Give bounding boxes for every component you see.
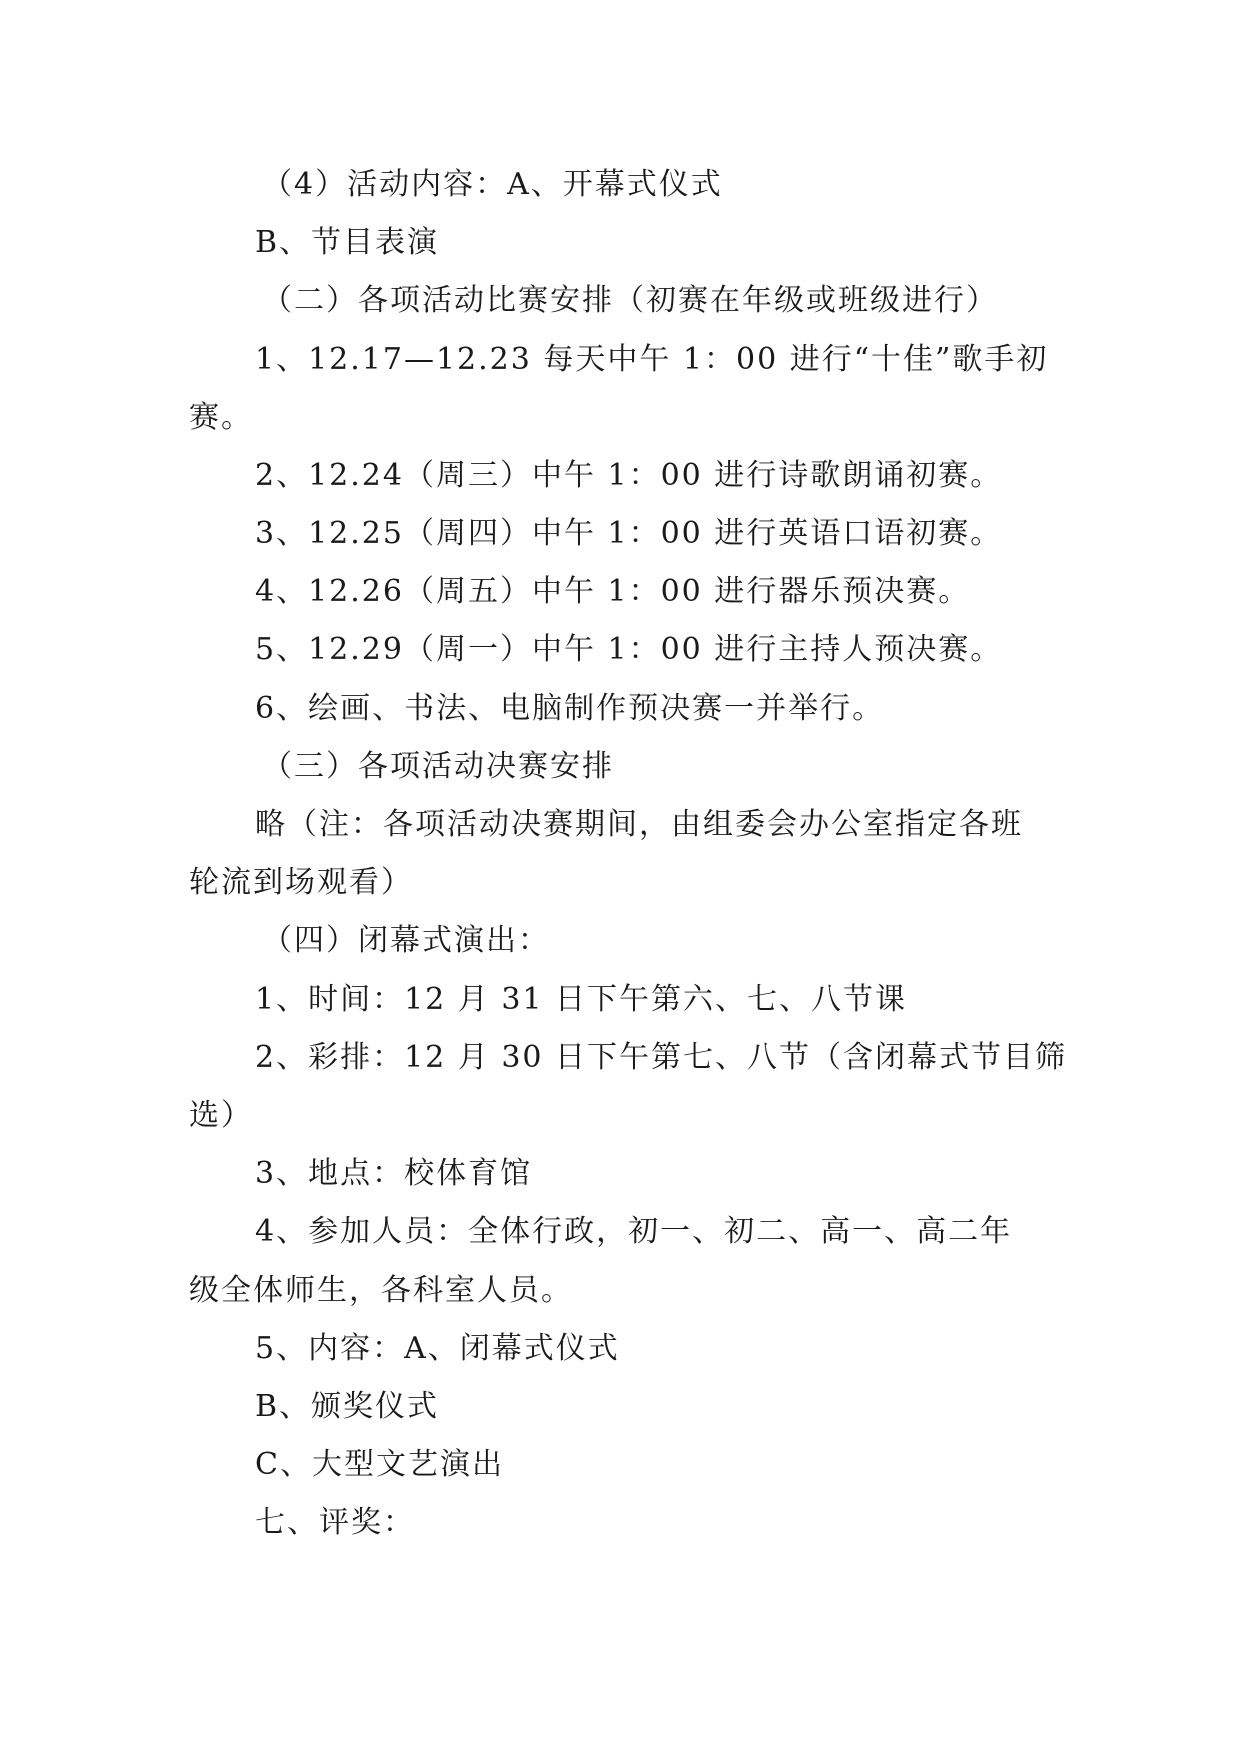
text-line: 5、内容：A、闭幕式仪式 xyxy=(255,1331,620,1366)
text-line: 4、参加人员：全体行政，初一、初二、高一、高二年 xyxy=(255,1214,1013,1249)
text-line: C、大型文艺演出 xyxy=(255,1447,504,1482)
text-line: 2、彩排：12 月 30 日下午第七、八节（含闭幕式节目筛 xyxy=(255,1040,1068,1075)
text-line: 1、时间：12 月 31 日下午第六、七、八节课 xyxy=(255,982,908,1017)
text-line: 3、12.25（周四）中午 1：00 进行英语口语初赛。 xyxy=(255,516,1003,551)
text-line: 4、12.26（周五）中午 1：00 进行器乐预决赛。 xyxy=(255,574,971,609)
text-line: 轮流到场观看） xyxy=(189,865,413,900)
section-heading: 七、评奖： xyxy=(255,1505,415,1540)
section-heading: （二）各项活动比赛安排（初赛在年级或班级进行） xyxy=(262,283,998,318)
text-line: 级全体师生，各科室人员。 xyxy=(189,1273,573,1308)
text-line: 赛。 xyxy=(189,400,253,435)
text-line: 选） xyxy=(189,1098,253,1133)
section-heading: （四）闭幕式演出： xyxy=(262,923,550,958)
text-line: 5、12.29（周一）中午 1：00 进行主持人预决赛。 xyxy=(255,632,1003,667)
text-line: B、颁奖仪式 xyxy=(255,1389,440,1424)
text-line: 1、12.17—12.23 每天中午 1：00 进行“十佳”歌手初 xyxy=(255,342,1049,377)
text-line: 2、12.24（周三）中午 1：00 进行诗歌朗诵初赛。 xyxy=(255,458,1003,493)
text-line: 略（注：各项活动决赛期间，由组委会办公室指定各班 xyxy=(255,807,1023,842)
text-line: （4）活动内容：A、开幕式仪式 xyxy=(262,167,723,202)
text-line: B、节目表演 xyxy=(255,225,440,260)
section-heading: （三）各项活动决赛安排 xyxy=(262,749,614,784)
text-line: 6、绘画、书法、电脑制作预决赛一并举行。 xyxy=(255,691,885,726)
text-line: 3、地点：校体育馆 xyxy=(255,1156,533,1191)
